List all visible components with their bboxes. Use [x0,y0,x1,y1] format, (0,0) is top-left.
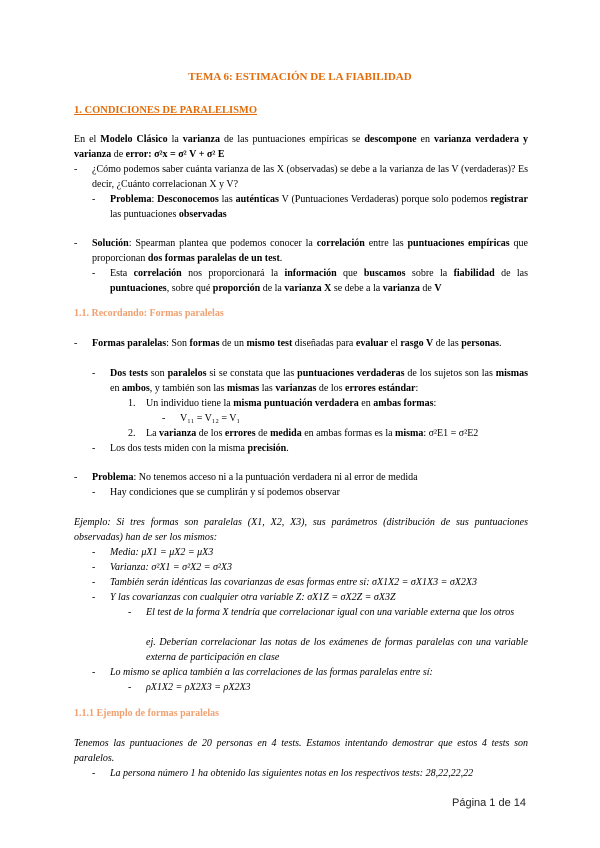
bullet-dash: - [128,607,132,618]
bullet-dash: - [92,194,96,205]
bullet-dash: - [92,268,96,279]
intro-paragraph: En el Modelo Clásico la varianza de las puntuaciones empíricas se descompone en varianza verdadera y varianza de error: σ²x = σ² V + σ² E [74,134,529,160]
bullet-dash: - [74,338,78,349]
bullet-dash: - [92,443,96,454]
bullet-dash: - [74,472,78,483]
bullet-dash: - [74,238,78,249]
bullet-dash: - [92,577,96,588]
section-heading-1-1-1: 1.1.1 Ejemplo de formas paralelas [74,708,219,719]
correlation-text: Lo mismo se aplica también a las correlaciones de las formas paralelas entre sí: [110,667,433,678]
example-intro: Ejemplo: Si tres formas son paralelas (X1, X2, X3), sus parámetros (distribución de sus puntuaciones observadas) han de ser los mismos: [74,517,528,543]
bullet-dash: - [74,164,78,175]
page-title: TEMA 6: ESTIMACIÓN DE LA FIABILIDAD [188,71,412,83]
external-variable-text: El test de la forma X tendría que correlacionar igual con una variable externa que los otros [146,607,515,618]
parallel-forms-def: Formas paralelas: Son formas de un mismo test diseñadas para evaluar el rasgo V de las personas. [92,338,502,349]
covariance-text: También serán idénticas las covarianzas de esas formas entre sí: σX1X2 = σX1X3 = σX2X3 [110,577,477,588]
bullet-dash: - [92,768,96,779]
bullet-dash: - [92,592,96,603]
covariance-z-text: Y las covarianzas con cualquier otra variable Z: σX1Z = σX2Z = σX3Z [110,592,396,603]
question-text: ¿Cómo podemos saber cuánta varianza de las X (observadas) se debe a la varianza de las V (verdaderas)? Es decir, ¿Cuánto correlacionan X y V? [92,164,528,190]
rho-formula: ρX1X2 = ρX2X3 = ρX2X3 [146,682,251,693]
mean-formula: Media: μX1 = μX2 = μX3 [110,547,214,558]
condition-1: Un individuo tiene la misma puntuación verdadera en ambas formas: [146,398,437,409]
section-heading-1-1: 1.1. Recordando: Formas paralelas [74,308,224,319]
variance-formula: Varianza: σ²X1 = σ²X2 = σ²X3 [110,562,233,573]
bullet-dash: - [162,413,166,424]
solution-text: Solución: Spearman plantea que podemos conocer la correlación entre las puntuaciones empíricas que proporcionan dos formas paralelas de un test. [92,238,528,264]
section-heading-1: 1. CONDICIONES DE PARALELISMO [74,105,257,116]
problem-2-text: Problema: No tenemos acceso ni a la puntuación verdadera ni al error de medida [92,472,418,483]
bullet-dash: - [92,667,96,678]
parallel-tests-def: Dos tests son paralelos si se constata que las puntuaciones verdaderas de los sujetos son las mismas en ambos, y también son las mismas las varianzas de los errores estándar: [110,368,529,394]
example-description: Tenemos las puntuaciones de 20 personas en 4 tests. Estamos intentando demostrar que estos 4 tests son paralelos. [74,738,528,764]
precision-text: Los dos tests miden con la misma precisión. [110,443,289,454]
page-footer: Página 1 de 14 [452,797,527,809]
list-number: 2. [128,428,136,439]
problem-text: Problema: Desconocemos las auténticas V (Puntuaciones Verdaderas) porque solo podemos registrar las puntuaciones observadas [110,194,528,220]
conditions-text: Hay condiciones que se cumplirán y sí podemos observar [110,487,340,498]
bullet-dash: - [92,368,96,379]
bullet-dash: - [92,547,96,558]
bullet-dash: - [92,487,96,498]
solution-detail: Esta correlación nos proporcionará la información que buscamos sobre la fiabilidad de las puntuaciones, sobre qué proporción de la varianza X se debe a la varianza de V [110,268,528,294]
condition-2: La varianza de los errores de medida en ambas formas es la misma: σ²E1 = σ²E2 [146,428,479,439]
bullet-dash: - [92,562,96,573]
external-variable-example: ej. Deberían correlacionar las notas de los exámenes de formas paralelas con una variable externa de participación en clase [146,637,528,663]
list-number: 1. [128,398,136,409]
condition-1-formula: V₁₁ = V₁₂ = V₁ [180,413,241,424]
bullet-dash: - [128,682,132,693]
person-scores: La persona número 1 ha obtenido las siguientes notas en los respectivos tests: 28,22,22,22 [110,768,474,779]
